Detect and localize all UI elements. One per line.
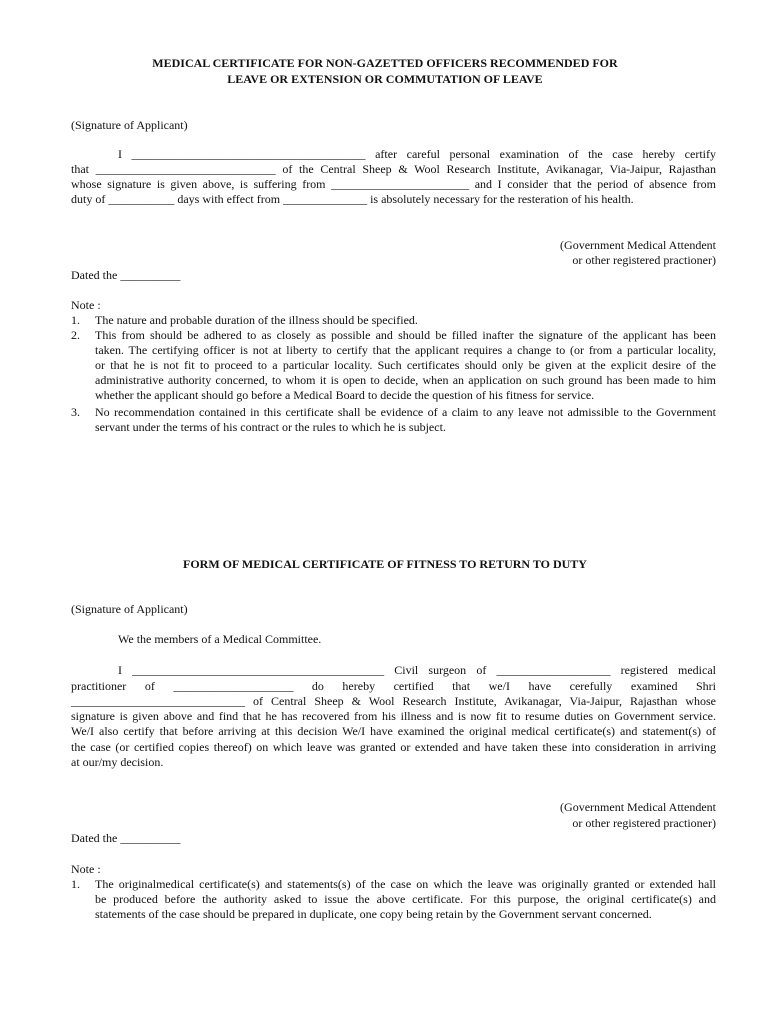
- medical-attendant-label: or other registered practioner): [572, 816, 716, 830]
- note-text: or that he is not fit to proceed to a particular locality. Such certificates should only be given at the explicit desire of the: [95, 358, 716, 372]
- note-text: whether the applicant should go before a Medical Board to decide the question of his fitness for service.: [95, 388, 595, 402]
- medical-attendant-label: (Government Medical Attendent: [560, 238, 716, 252]
- dated-field: Dated the __________: [71, 268, 181, 282]
- note-heading: Note :: [71, 862, 101, 876]
- note-text: administrative authority concerned, to whom it is open to decide, when an application on such ground has been made to him: [95, 373, 716, 387]
- note-text: taken. The certifying officer is not at liberty to certify that the applicant requires a change to (or from a particular locality,: [95, 343, 716, 357]
- fitness-paragraph-line: at our/my decision.: [71, 755, 164, 769]
- medical-attendant-label: (Government Medical Attendent: [560, 800, 716, 814]
- certificate-title-line-1: MEDICAL CERTIFICATE FOR NON-GAZETTED OFFICERS RECOMMENDED FOR: [152, 56, 618, 70]
- note-text: This from should be adhered to as closely as possible and should be filled inafter the signature of the applicant has been: [95, 328, 716, 342]
- committee-statement: We the members of a Medical Committee.: [118, 632, 322, 646]
- note-number: 3.: [71, 405, 80, 419]
- note-number: 1.: [71, 877, 80, 891]
- dated-field: Dated the __________: [71, 831, 181, 845]
- note-text: statements of the case should be prepared in duplicate, one copy being retain by the Government servant concerned.: [95, 907, 652, 921]
- certificate-paragraph-line: duty of ___________ days with effect from ______________ is absolutely necessary for the resteration of his health.: [71, 192, 634, 206]
- fitness-paragraph-line: We/I also certify that before arriving at this decision We/I have examined the original medical certificate(s) and statement(s) of: [71, 724, 716, 738]
- fitness-paragraph-line: _____________________________ of Central Sheep & Wool Research Institute, Avikanagar, Via-Jaipur, Rajasthan whose: [71, 694, 716, 708]
- certificate-paragraph-line: whose signature is given above, is suffering from _______________________ and I consider that the period of absence from: [71, 177, 716, 191]
- note-heading: Note :: [71, 298, 101, 312]
- note-text: No recommendation contained in this certificate shall be evidence of a claim to any leave not admissible to the Government: [95, 405, 716, 419]
- certificate-title-line-2: LEAVE OR EXTENSION OR COMMUTATION OF LEAVE: [227, 72, 543, 86]
- fitness-certificate-title: FORM OF MEDICAL CERTIFICATE OF FITNESS TO RETURN TO DUTY: [183, 557, 587, 571]
- fitness-paragraph-line: I __________________________________________ Civil surgeon of ___________________ registered medical: [118, 663, 716, 677]
- note-number: 1.: [71, 313, 80, 327]
- certificate-paragraph-line: that ______________________________ of the Central Sheep & Wool Research Institute, Avikanagar, Via-Jaipur, Rajasthan: [71, 162, 716, 176]
- note-number: 2.: [71, 328, 80, 342]
- medical-attendant-label: or other registered practioner): [572, 253, 716, 267]
- fitness-paragraph-line: signature is given above and find that he has recovered from his illness and is now fit to resume duties on Government service.: [71, 709, 716, 723]
- note-text: The originalmedical certificate(s) and statements(s) of the case on which the leave was originally granted or extended hall: [95, 877, 716, 891]
- fitness-paragraph-line: the case (or certified copies thereof) on which leave was granted or extended and have taken these into consideration in arriving: [71, 740, 716, 754]
- note-text: be produced before the authority asked to issue the above certificate. For this purpose, the original certificate(s) and: [95, 892, 716, 906]
- applicant-signature-label: (Signature of Applicant): [71, 602, 188, 616]
- note-text: The nature and probable duration of the illness should be specified.: [95, 313, 418, 327]
- note-text: servant under the terms of his contract or the rules to which he is subject.: [95, 420, 446, 434]
- fitness-paragraph-line: practitioner of ____________________ do hereby certified that we/I have cerefully examined Shri: [71, 679, 716, 693]
- certificate-paragraph-line: I _______________________________________ after careful personal examination of the case hereby certify: [118, 147, 716, 161]
- applicant-signature-label: (Signature of Applicant): [71, 118, 188, 132]
